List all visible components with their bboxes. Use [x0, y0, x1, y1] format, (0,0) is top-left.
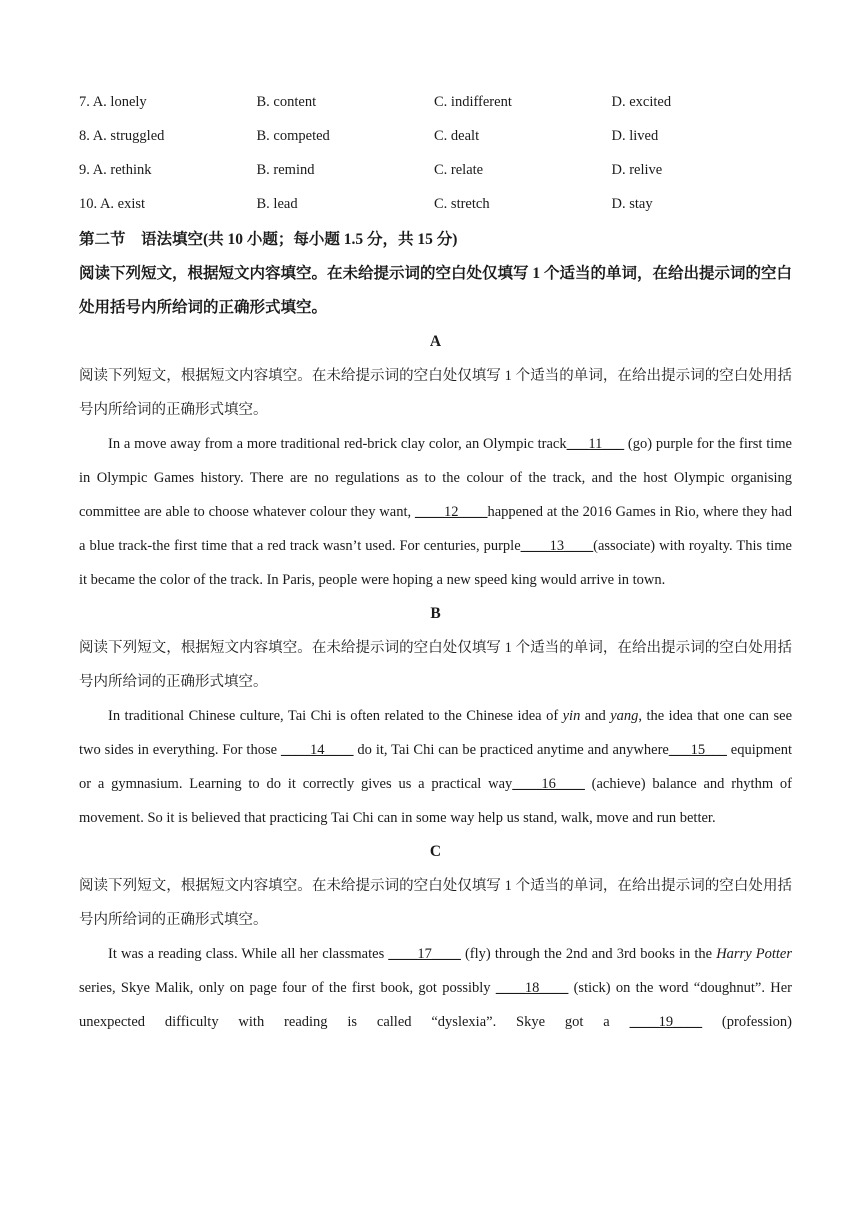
passage-c-text-1: It was a reading class. While all her classmates — [108, 946, 389, 962]
passage-c-label: C — [429, 843, 442, 860]
blank-17[interactable]: ____17____ — [388, 946, 461, 962]
passage-b-text-5: (achieve) balance and rhythm of movement. So it is believed that practicing Tai Chi can in some way help us stand, walk, move and run better. — [79, 776, 792, 826]
passage-b-text-1: In traditional Chinese culture, Tai Chi is often related to the Chinese idea of — [108, 708, 563, 724]
exam-page — [79, 85, 792, 1039]
passage-b-instruction: 阅读下列短文，根据短文内容填空。在未给提示词的空白处仅填写 1 个适当的单词，在给出提示词的空白处用括号内所给词的正确形式填空。 — [79, 640, 792, 690]
passage-b-and: and — [580, 708, 611, 724]
passage-a-instruction: 阅读下列短文，根据短文内容填空。在未给提示词的空白处仅填写 1 个适当的单词，在给出提示词的空白处用括号内所给词的正确形式填空。 — [79, 368, 792, 418]
option-row-10 — [79, 187, 792, 221]
term-yang: yang — [610, 708, 639, 724]
blank-16[interactable]: ____16____ — [512, 776, 585, 792]
passage-b-text — [79, 699, 792, 835]
blank-12[interactable]: ____12____ — [414, 504, 488, 520]
passage-c-text-3: series, Skye Malik, only on page four of the first book, got possibly — [79, 980, 496, 996]
option-row-8 — [79, 119, 792, 153]
passage-b-text-3: do it, Tai Chi can be practiced anytime and anywhere — [353, 742, 669, 758]
options-table — [79, 85, 792, 221]
option-7b: B. content — [256, 93, 317, 110]
passage-c-text-2: (fly) through the 2nd and 3rd books in the — [460, 946, 717, 962]
section-instruction: 阅读下列短文，根据短文内容填空。在未给提示词的空白处仅填写 1 个适当的单词，在给出提示词的空白处用括号内所给词的正确形式填空。 — [79, 265, 793, 316]
section-title: 第二节 语法填空(共 10 小题；每小题 1.5 分，共 15 分) — [79, 231, 458, 248]
blank-18[interactable]: ____18____ — [495, 980, 569, 996]
option-8a: 8. A. struggled — [79, 127, 165, 144]
option-8d: D. lived — [611, 127, 659, 144]
term-yin: yin — [562, 708, 581, 724]
option-10d: D. stay — [611, 195, 653, 212]
option-row-9 — [79, 153, 792, 187]
passage-a-text — [79, 427, 792, 597]
option-7c: C. indifferent — [434, 93, 512, 110]
passage-b-text-4: equipment or a gymnasium. Learning to do it correctly gives us a practical way — [79, 742, 792, 792]
option-9b: B. remind — [256, 161, 315, 178]
option-9c: C. relate — [434, 161, 484, 178]
passage-c-text-4: (stick) on the word “doughnut”. Her unexpected difficulty with reading is called “dyslexia”. Skye got a — [79, 980, 792, 1030]
passage-a-text-1: In a move away from a more traditional red-brick clay color, an Olympic track — [108, 436, 567, 452]
option-8c: C. dealt — [434, 127, 480, 144]
option-9d: D. relive — [611, 161, 663, 178]
passage-b-label: B — [430, 605, 441, 622]
blank-14[interactable]: ____14____ — [280, 742, 354, 758]
passage-c-text-5: (profession) — [702, 1014, 792, 1030]
option-9a: 9. A. rethink — [79, 161, 152, 178]
option-8b: B. competed — [256, 127, 330, 144]
passage-a-label: A — [429, 333, 442, 350]
passage-c-instruction: 阅读下列短文，根据短文内容填空。在未给提示词的空白处仅填写 1 个适当的单词，在给出提示词的空白处用括号内所给词的正确形式填空。 — [79, 878, 792, 928]
passage-a-text-2: (go) purple for the first time in Olympic Games history. There are no regulations as to the colour of the track, and the host Olympic organising committee are able to choose whatever colour they want, — [79, 436, 792, 520]
option-10b: B. lead — [256, 195, 298, 212]
passage-a-text-3: happened at the 2016 Games in Rio, where they had a blue track-the first time that a red track wasn’t used. For centuries, purple — [79, 504, 792, 554]
passage-c-text — [79, 937, 792, 1039]
passage-a-text-4: (associate) with royalty. This time it became the color of the track. In Paris, people were hoping a new speed king would arrive in town. — [79, 538, 792, 588]
option-row-7 — [79, 85, 792, 119]
passage-b-text-2: , the idea that one can see two sides in everything. For those — [79, 708, 793, 758]
option-10c: C. stretch — [434, 195, 490, 212]
blank-15[interactable]: ___15___ — [668, 742, 727, 758]
option-7d: D. excited — [611, 93, 672, 110]
option-10a: 10. A. exist — [79, 195, 146, 212]
blank-19[interactable]: ____19____ — [629, 1014, 703, 1030]
option-7a: 7. A. lonely — [79, 93, 147, 110]
blank-13[interactable]: ____13____ — [520, 538, 594, 554]
blank-11[interactable]: ___11___ — [566, 436, 625, 452]
book-title: Harry Potter — [716, 946, 792, 962]
